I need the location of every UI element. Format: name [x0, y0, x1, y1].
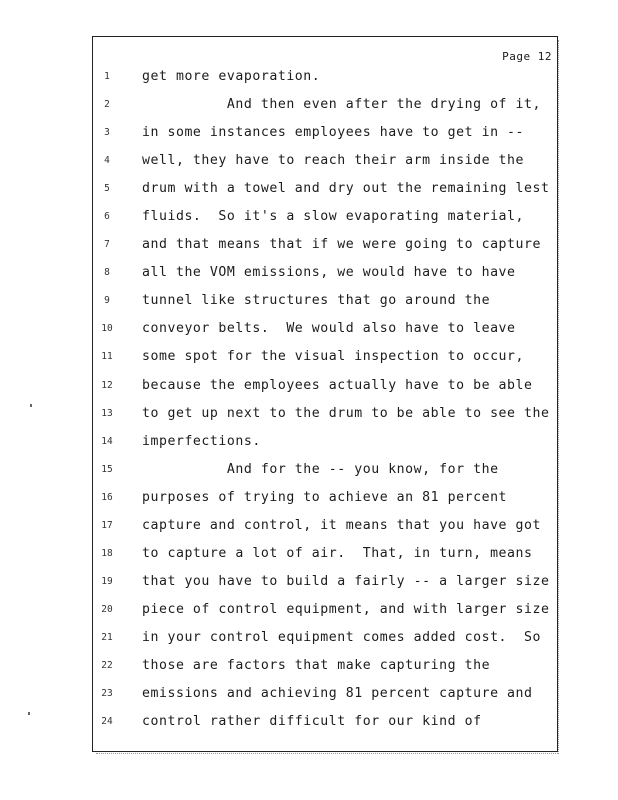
line-text: drum with a towel and dry out the remaining lest [142, 181, 550, 197]
line-number: 8 [104, 267, 110, 279]
transcript-line [0, 147, 618, 175]
line-text: imperfections. [142, 433, 261, 449]
line-text: capture and control, it means that you have got [142, 517, 542, 533]
transcript-line [0, 428, 618, 456]
line-number: 18 [101, 547, 113, 559]
line-number: 12 [101, 379, 113, 391]
line-number: 6 [104, 211, 110, 223]
transcript-line [0, 680, 618, 708]
line-number: 15 [101, 463, 113, 475]
transcript-line [0, 231, 618, 259]
line-text: well, they have to reach their arm inside the [142, 153, 525, 169]
line-text: control rather difficult for our kind of [142, 714, 482, 730]
line-text: because the employees actually have to be able [142, 377, 533, 393]
line-text: all the VOM emissions, we would have to have [142, 265, 516, 281]
transcript-line [0, 400, 618, 428]
line-number: 3 [104, 127, 110, 139]
transcript-line [0, 512, 618, 540]
line-number: 17 [101, 519, 113, 531]
line-number: 2 [104, 99, 110, 111]
transcript-line [0, 315, 618, 343]
transcript-line [0, 287, 618, 315]
transcript-line [0, 652, 618, 680]
transcript-line [0, 624, 618, 652]
line-number: 14 [101, 435, 113, 447]
page-number: Page 12 [502, 50, 552, 63]
line-number: 20 [101, 603, 113, 615]
transcript-line [0, 540, 618, 568]
line-text: that you have to build a fairly -- a larger size [142, 573, 550, 589]
line-text: tunnel like structures that go around the [142, 293, 491, 309]
scan-speck [28, 712, 30, 715]
transcript-line [0, 568, 618, 596]
page-edge-bottom [96, 753, 558, 757]
line-number: 1 [104, 71, 110, 82]
transcript-line [0, 203, 618, 231]
line-number: 16 [101, 491, 113, 503]
line-text: in your control equipment comes added cost. So [142, 629, 542, 645]
transcript-line [0, 456, 618, 484]
scan-speck [30, 404, 32, 407]
transcript-line [0, 175, 618, 203]
line-text: conveyor belts. We would also have to leave [142, 321, 516, 337]
line-text: piece of control equipment, and with larger size [142, 601, 550, 617]
transcript-line [0, 708, 618, 736]
transcript-line [0, 372, 618, 400]
line-text: and that means that if we were going to capture [142, 237, 542, 253]
line-number: 21 [101, 631, 113, 643]
line-number: 10 [101, 323, 113, 335]
line-text: to capture a lot of air. That, in turn, means [142, 545, 533, 561]
line-text: emissions and achieving 81 percent capture and [142, 686, 533, 702]
transcript-line [0, 91, 618, 119]
line-number: 24 [101, 716, 113, 728]
line-number: 7 [104, 239, 110, 251]
line-number: 4 [104, 155, 110, 167]
line-number: 5 [104, 183, 110, 195]
line-number: 19 [101, 575, 113, 587]
line-number: 9 [104, 295, 110, 307]
line-text: purposes of trying to achieve an 81 percent [142, 489, 508, 505]
line-text: in some instances employees have to get in -- [142, 125, 525, 141]
line-text: those are factors that make capturing the [142, 657, 491, 673]
line-number: 11 [101, 351, 113, 363]
transcript-line [0, 259, 618, 287]
transcript-line [0, 484, 618, 512]
line-text: to get up next to the drum to be able to see the [142, 405, 550, 421]
transcript-lines [0, 63, 618, 736]
transcript-line [0, 596, 618, 624]
line-number: 13 [101, 407, 113, 419]
line-text: And then even after the drying of it, [142, 97, 542, 113]
transcript-line [0, 119, 618, 147]
line-text: get more evaporation. [142, 69, 321, 84]
transcript-line [0, 63, 618, 91]
line-text: some spot for the visual inspection to occur, [142, 349, 525, 365]
line-number: 23 [101, 688, 113, 700]
line-text: And for the -- you know, for the [142, 461, 499, 477]
line-number: 22 [101, 659, 113, 671]
transcript-line [0, 343, 618, 371]
line-text: fluids. So it's a slow evaporating material, [142, 209, 525, 225]
